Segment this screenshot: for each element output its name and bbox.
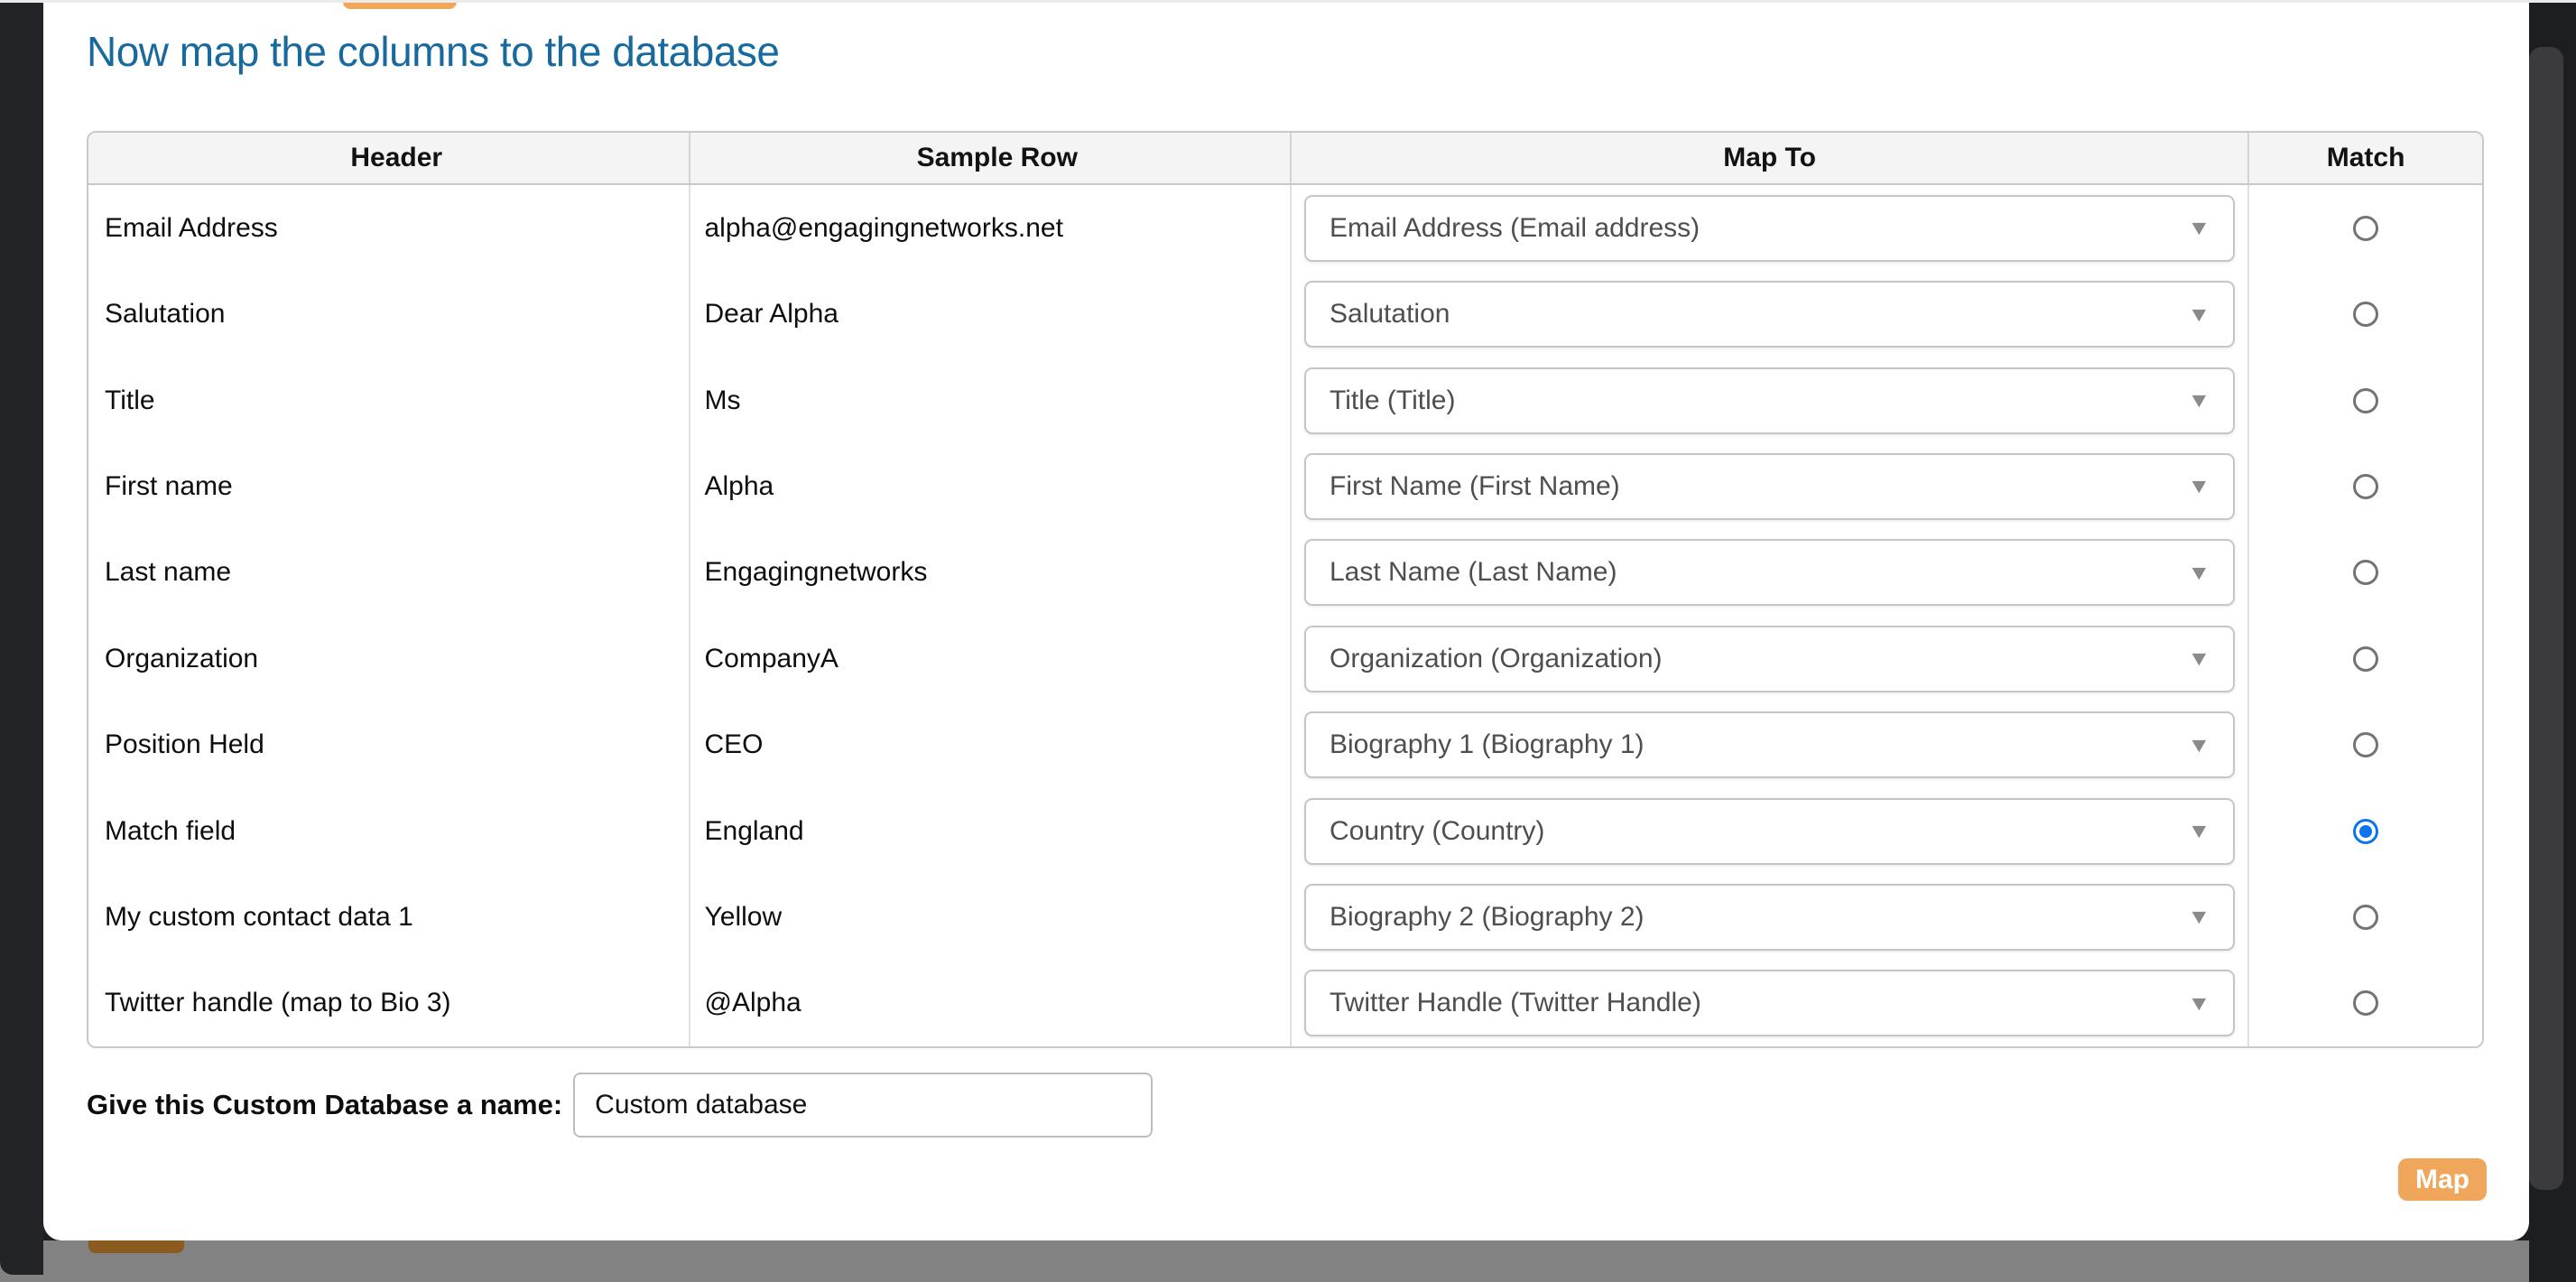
header-cell bbox=[88, 788, 690, 874]
page-title: Now map the columns to the database bbox=[87, 28, 780, 75]
table-row bbox=[88, 788, 2482, 874]
sample-cell-text: CompanyA bbox=[704, 643, 839, 674]
sample-cell-text: Yellow bbox=[704, 901, 783, 932]
window-top-edge bbox=[0, 0, 2576, 3]
map-to-selected-value: Salutation bbox=[1330, 299, 1450, 330]
header-cell-text: First name bbox=[105, 470, 233, 501]
column-header-match: Match bbox=[2326, 143, 2405, 172]
map-to-selected-value: Email Address (Email address) bbox=[1330, 212, 1700, 243]
chevron-down-icon: ▼ bbox=[2187, 474, 2211, 498]
table-row bbox=[88, 530, 2482, 616]
header-cell-text: Email Address bbox=[105, 212, 278, 243]
map-to-cell bbox=[1292, 701, 2249, 787]
table-row bbox=[88, 961, 2482, 1046]
sample-cell-text: Alpha bbox=[704, 470, 774, 501]
chevron-down-icon: ▼ bbox=[2187, 819, 2211, 843]
chevron-down-icon: ▼ bbox=[2187, 732, 2211, 757]
chevron-down-icon: ▼ bbox=[2187, 905, 2211, 929]
map-to-cell bbox=[1292, 788, 2249, 874]
header-cell-text: My custom contact data 1 bbox=[105, 901, 413, 932]
map-to-cell bbox=[1292, 530, 2249, 616]
sample-row-cell bbox=[690, 961, 1293, 1046]
match-radio[interactable] bbox=[2353, 990, 2378, 1016]
match-cell bbox=[2249, 185, 2482, 271]
header-cell-text: Title bbox=[105, 385, 155, 415]
db-name-input[interactable] bbox=[573, 1073, 1153, 1138]
map-to-select[interactable] bbox=[1304, 626, 2235, 692]
header-cell bbox=[88, 961, 690, 1046]
map-to-select[interactable] bbox=[1304, 453, 2235, 520]
map-to-select[interactable] bbox=[1304, 539, 2235, 606]
match-cell bbox=[2249, 271, 2482, 357]
header-cell bbox=[88, 358, 690, 443]
chevron-down-icon: ▼ bbox=[2187, 990, 2211, 1015]
map-to-selected-value: Organization (Organization) bbox=[1330, 643, 1663, 674]
match-radio[interactable] bbox=[2353, 646, 2378, 672]
header-cell-text: Match field bbox=[105, 815, 236, 846]
map-to-cell bbox=[1292, 358, 2249, 443]
match-cell bbox=[2249, 358, 2482, 443]
table-body bbox=[88, 185, 2482, 1046]
map-to-select[interactable] bbox=[1304, 367, 2235, 434]
header-cell bbox=[88, 701, 690, 787]
match-cell bbox=[2249, 616, 2482, 701]
table-row bbox=[88, 443, 2482, 529]
sample-cell-text: Ms bbox=[704, 385, 741, 415]
chevron-down-icon: ▼ bbox=[2187, 302, 2211, 326]
dimmed-page-left-edge bbox=[0, 3, 43, 1275]
chevron-down-icon: ▼ bbox=[2187, 388, 2211, 413]
header-cell bbox=[88, 874, 690, 960]
mapping-table bbox=[87, 131, 2484, 1048]
dimmed-page-background bbox=[0, 1240, 2576, 1282]
match-radio[interactable] bbox=[2353, 560, 2378, 585]
table-row bbox=[88, 185, 2482, 271]
map-to-select[interactable] bbox=[1304, 884, 2235, 951]
map-to-selected-value: Twitter Handle (Twitter Handle) bbox=[1330, 988, 1701, 1018]
match-cell bbox=[2249, 874, 2482, 960]
map-to-cell bbox=[1292, 616, 2249, 701]
sample-row-cell bbox=[690, 358, 1293, 443]
table-row bbox=[88, 701, 2482, 787]
match-radio[interactable] bbox=[2353, 905, 2378, 930]
column-header-sample-row: Sample Row bbox=[690, 133, 1293, 183]
map-to-selected-value: Last Name (Last Name) bbox=[1330, 557, 1617, 588]
header-cell bbox=[88, 271, 690, 357]
sample-row-cell bbox=[690, 443, 1293, 529]
sample-cell-text: Engagingnetworks bbox=[704, 557, 928, 588]
map-to-select[interactable] bbox=[1304, 281, 2235, 348]
sample-row-cell bbox=[690, 701, 1293, 787]
header-cell bbox=[88, 616, 690, 701]
table-row bbox=[88, 271, 2482, 357]
table-row bbox=[88, 616, 2482, 701]
sample-row-cell bbox=[690, 530, 1293, 616]
column-mapping-modal bbox=[43, 0, 2529, 1240]
header-cell-text: Organization bbox=[105, 643, 259, 674]
map-to-cell bbox=[1292, 961, 2249, 1046]
map-to-select[interactable] bbox=[1304, 711, 2235, 778]
map-to-cell bbox=[1292, 443, 2249, 529]
sample-cell-text: @Alpha bbox=[704, 988, 802, 1018]
header-cell bbox=[88, 530, 690, 616]
match-cell bbox=[2249, 701, 2482, 787]
match-cell bbox=[2249, 788, 2482, 874]
match-radio[interactable] bbox=[2353, 302, 2378, 327]
db-name-label: Give this Custom Database a name: bbox=[87, 1089, 563, 1120]
header-cell-text: Last name bbox=[105, 557, 232, 588]
match-radio[interactable] bbox=[2353, 388, 2378, 413]
table-row bbox=[88, 874, 2482, 960]
map-to-select[interactable] bbox=[1304, 970, 2235, 1036]
chevron-down-icon: ▼ bbox=[2187, 216, 2211, 240]
map-to-cell bbox=[1292, 874, 2249, 960]
dimmed-background-button bbox=[88, 1240, 184, 1253]
header-cell-text: Salutation bbox=[105, 299, 226, 330]
map-to-cell bbox=[1292, 271, 2249, 357]
header-cell bbox=[88, 185, 690, 271]
table-header-row bbox=[88, 133, 2482, 185]
match-cell bbox=[2249, 961, 2482, 1046]
database-name-row bbox=[87, 1071, 1153, 1139]
column-header-header: Header bbox=[88, 133, 690, 183]
match-radio[interactable] bbox=[2353, 474, 2378, 499]
map-to-selected-value: Title (Title) bbox=[1330, 385, 1456, 415]
radio-dot bbox=[2359, 825, 2372, 838]
sample-cell-text: alpha@engagingnetworks.net bbox=[704, 212, 1063, 243]
table-row bbox=[88, 358, 2482, 443]
sample-row-cell bbox=[690, 874, 1293, 960]
page-scrollbar-thumb[interactable] bbox=[2529, 47, 2563, 1190]
chevron-down-icon: ▼ bbox=[2187, 560, 2211, 584]
header-cell bbox=[88, 443, 690, 529]
map-to-selected-value: Country (Country) bbox=[1330, 815, 1545, 846]
match-cell bbox=[2249, 443, 2482, 529]
match-cell bbox=[2249, 530, 2482, 616]
sample-row-cell bbox=[690, 616, 1293, 701]
column-header-map-to: Map To bbox=[1292, 133, 2249, 183]
map-to-selected-value: First Name (First Name) bbox=[1330, 470, 1620, 501]
sample-cell-text: Dear Alpha bbox=[704, 299, 839, 330]
sample-row-cell bbox=[690, 185, 1293, 271]
map-button[interactable]: Map bbox=[2398, 1158, 2487, 1201]
page-scrollbar-track bbox=[2529, 0, 2576, 1282]
sample-row-cell bbox=[690, 271, 1293, 357]
header-cell-text: Position Held bbox=[105, 729, 264, 760]
map-to-selected-value: Biography 1 (Biography 1) bbox=[1330, 729, 1645, 760]
sample-cell-text: England bbox=[704, 815, 804, 846]
match-radio[interactable] bbox=[2353, 819, 2378, 844]
chevron-down-icon: ▼ bbox=[2187, 646, 2211, 671]
partial-button-top-edge bbox=[343, 2, 457, 9]
sample-row-cell bbox=[690, 788, 1293, 874]
map-to-selected-value: Biography 2 (Biography 2) bbox=[1330, 901, 1645, 932]
header-cell-text: Twitter handle (map to Bio 3) bbox=[105, 988, 451, 1018]
map-to-select[interactable] bbox=[1304, 798, 2235, 865]
sample-cell-text: CEO bbox=[704, 729, 764, 760]
map-to-select[interactable] bbox=[1304, 195, 2235, 262]
map-to-cell bbox=[1292, 185, 2249, 271]
match-radio[interactable] bbox=[2353, 216, 2378, 241]
match-radio[interactable] bbox=[2353, 732, 2378, 757]
